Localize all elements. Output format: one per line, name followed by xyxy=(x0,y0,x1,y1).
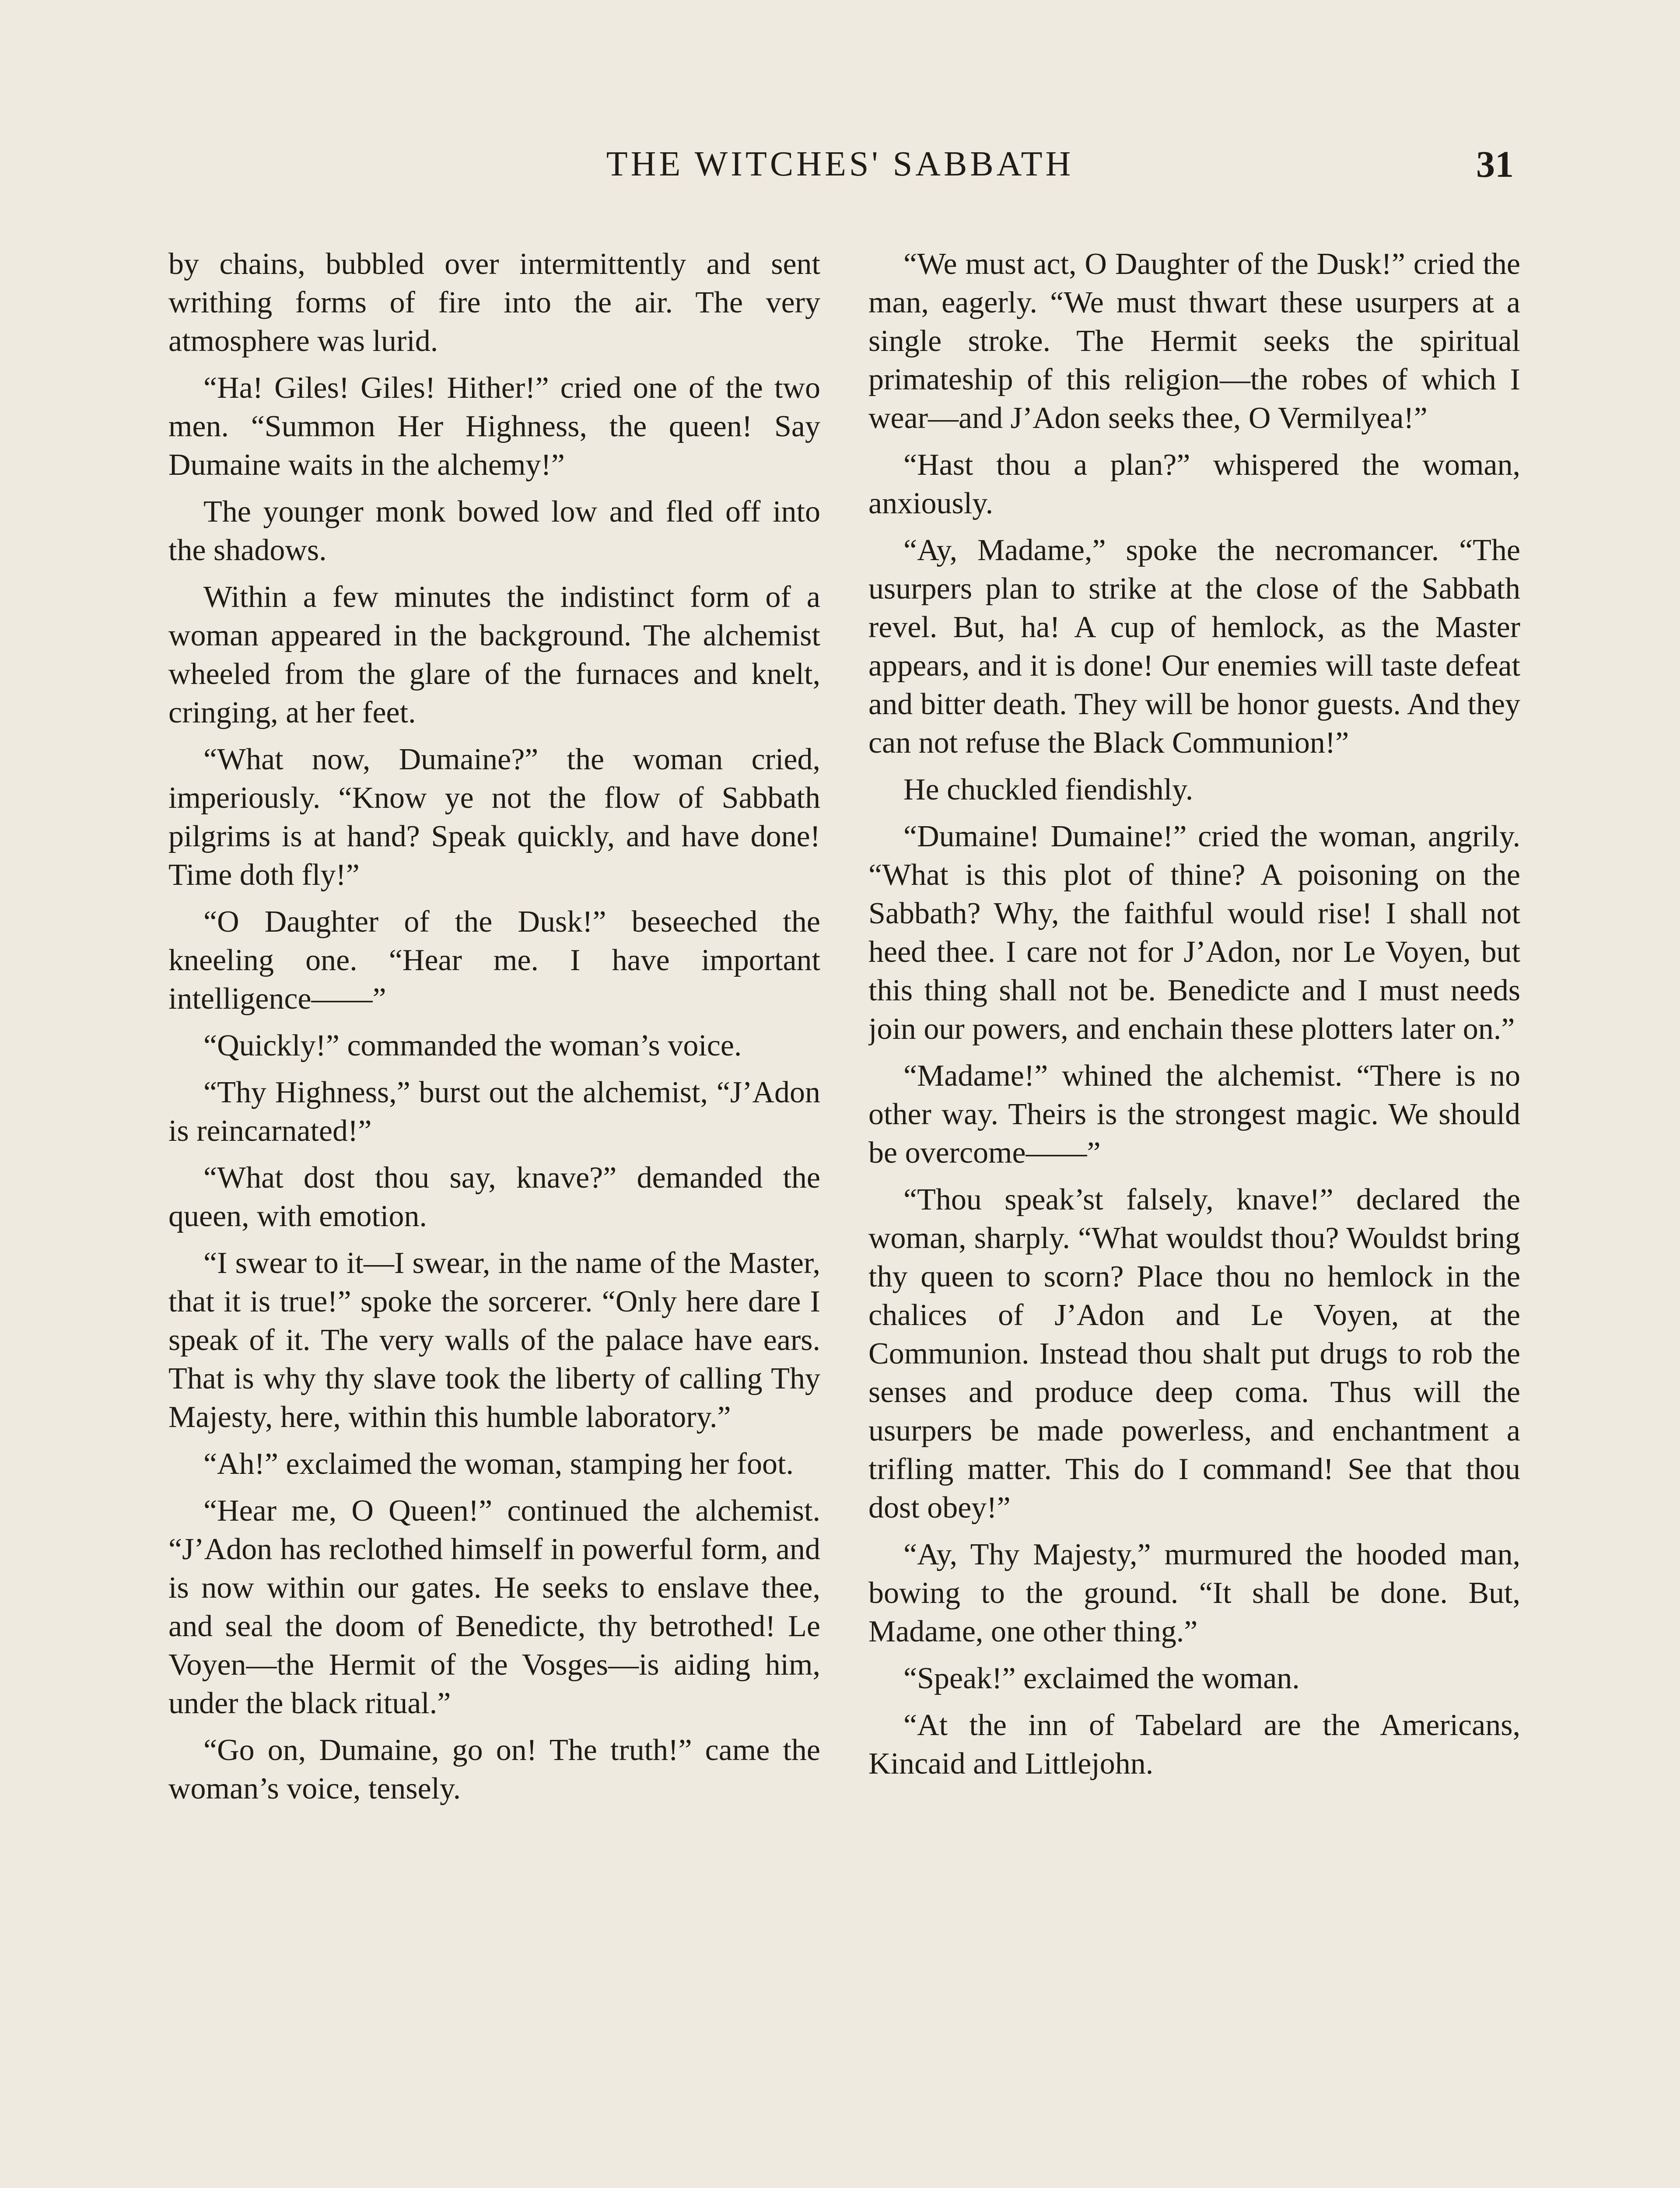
paragraph: The younger monk bowed low and fled off into the shadows. xyxy=(168,495,820,567)
paragraph: “Quickly!” commanded the woman’s voice. xyxy=(203,1029,742,1062)
page-number: 31 xyxy=(1476,143,1514,185)
paragraph: “Dumaine! Dumaine!” cried the woman, angrily. “What is this plot of thine? A poisoning on the Sabbath? Why, the faithful would rise! I shall not heed thee. I care not for J’Adon, nor Le Voyen, but this thing shall not be. Benedicte and I must needs join our powers, and enchain these plotters later on.” xyxy=(868,820,1520,1046)
paragraph: “O Daughter of the Dusk!” beseeched the kneeling one. “Hear me. I have important intelligence——” xyxy=(168,905,820,1016)
paragraph: “Hear me, O Queen!” continued the alchemist. “J’Adon has reclothed himself in powerful form, and is now within our gates. He seeks to enslave thee, and seal the doom of Benedicte, thy betrothed! Le Voyen—the Hermit of the Vosges—is aiding him, under the black ritual.” xyxy=(168,1494,820,1720)
paragraph: “What dost thou say, knave?” demanded the queen, with emotion. xyxy=(168,1161,820,1233)
paragraph: “Madame!” whined the alchemist. “There is no other way. Theirs is the strongest magic. We should be overcome——” xyxy=(868,1059,1520,1170)
paragraph: “Ay, Thy Majesty,” murmured the hooded man, bowing to the ground. “It shall be done. But, Madame, one other thing.” xyxy=(868,1538,1520,1648)
paragraph: “Hast thou a plan?” whispered the woman, anxiously. xyxy=(868,448,1520,520)
paragraph: “Ay, Madame,” spoke the necromancer. “The usurpers plan to strike at the close of the Sabbath revel. But, ha! A cup of hemlock, as the Master appears, and it is done! Our enemies will taste defeat and bitter death. They will be honor guests. And they can not refuse the Black Communion!” xyxy=(868,533,1520,760)
paragraph: “Thy Highness,” burst out the alchemist, “J’Adon is reincarnated!” xyxy=(168,1076,820,1148)
paragraph: “Go on, Dumaine, go on! The truth!” came the woman’s voice, tensely. xyxy=(168,1733,820,1806)
paragraph: “At the inn of Tabelard are the Americans, Kincaid and Littlejohn. xyxy=(868,1708,1520,1781)
paragraph: “Ha! Giles! Giles! Hither!” cried one of the two men. “Summon Her Highness, the queen! Say Dumaine waits in the alchemy!” xyxy=(168,371,820,482)
paragraph: “Ah!” exclaimed the woman, stamping her foot. xyxy=(203,1447,794,1481)
paragraph: by chains, bubbled over intermittently and sent writhing forms of fire into the air. The very atmosphere was lurid. xyxy=(168,247,820,358)
paragraph: “Thou speak’st falsely, knave!” declared the woman, sharply. “What wouldst thou? Wouldst bring thy queen to scorn? Place thou no hemlock in the chalices of J’Adon and Le Voyen, at the Communion. Instead thou shalt put drugs to rob the senses and produce deep coma. Thus will the usurpers be made powerless, and enchantment a trifling matter. This do I command! See that thou dost obey!” xyxy=(868,1183,1520,1525)
paragraph: “I swear to it—I swear, in the name of the Master, that it is true!” spoke the sorcerer. “Only here dare I speak of it. The very walls of the palace have ears. That is why thy slave took the liberty of calling Thy Majesty, here, within this humble laboratory.” xyxy=(168,1246,820,1434)
paragraph: “Speak!” exclaimed the woman. xyxy=(903,1662,1300,1695)
paragraph: “We must act, O Daughter of the Dusk!” cried the man, eagerly. “We must thwart these usurpers at a single stroke. The Hermit seeks the spiritual primateship of this religion—the robes of which I wear—and J’Adon seeks thee, O Vermilyea!” xyxy=(868,247,1520,435)
paragraph: Within a few minutes the indistinct form of a woman appeared in the background. The alchemist wheeled from the glare of the furnaces and knelt, cringing, at her feet. xyxy=(168,580,820,729)
left-text-column xyxy=(168,245,820,2188)
paragraph: “What now, Dumaine?” the woman cried, imperiously. “Know ye not the flow of Sabbath pilgrims is at hand? Speak quickly, and have done! Time doth fly!” xyxy=(168,743,820,892)
right-text-column xyxy=(868,245,1520,2188)
paragraph: He chuckled fiendishly. xyxy=(903,773,1194,806)
running-header-title: THE WITCHES' SABBATH xyxy=(606,145,1074,183)
